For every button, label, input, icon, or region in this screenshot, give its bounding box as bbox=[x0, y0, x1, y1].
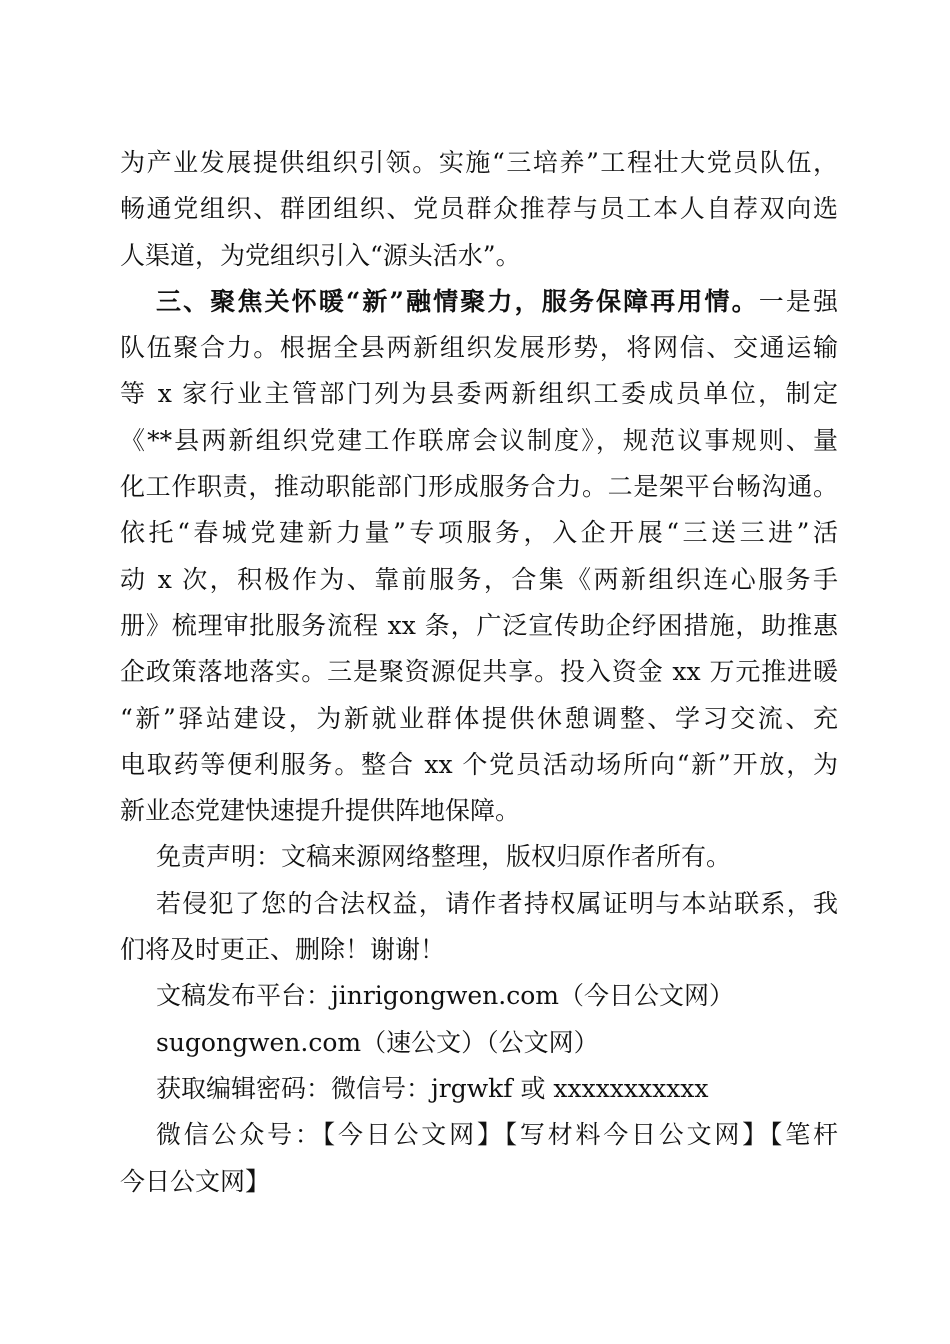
paragraph-line: 依托“春城党建新力量”专项服务，入企开展“三送三进”活 bbox=[120, 518, 838, 548]
paragraph-line: 《**县两新组织党建工作联席会议制度》，规范议事规则、量 bbox=[120, 425, 838, 455]
paragraph-line: 畅通党组织、群团组织、党员群众推荐与员工本人自荐双向选 bbox=[120, 194, 838, 224]
paragraph-line: 化工作职责，推动职能部门形成服务合力。二是架平台畅沟通。 bbox=[120, 472, 838, 502]
password-line: 获取编辑密码：微信号：jrgwkf 或 xxxxxxxxxxx bbox=[156, 1073, 709, 1103]
paragraph-line: “新”驿站建设，为新就业群体提供休憩调整、学习交流、充 bbox=[120, 703, 838, 733]
paragraph-line: 册》梳理审批服务流程 xx 条，广泛宣传助企纾困措施，助推惠 bbox=[120, 610, 838, 640]
platform-line: 文稿发布平台：jinrigongwen.com（今日公文网） bbox=[156, 981, 734, 1011]
paragraph-line: 新业态党建快速提升提供阵地保障。 bbox=[120, 796, 521, 826]
section-heading: 三、聚焦关怀暖“新”融情聚力，服务保障再用情。 bbox=[156, 286, 759, 316]
wechat-line: 今日公文网】 bbox=[120, 1166, 271, 1196]
document-page bbox=[120, 140, 838, 1205]
paragraph-line: 企政策落地落实。三是聚资源促共享。投入资金 xx 万元推进暖 bbox=[120, 657, 838, 687]
paragraph-line: 队伍聚合力。根据全县两新组织发展形势，将网信、交通运输 bbox=[120, 333, 838, 363]
disclaimer-line: 们将及时更正、删除！谢谢！ bbox=[120, 935, 446, 965]
paragraph-line: 人渠道，为党组织引入“源头活水”。 bbox=[120, 240, 521, 270]
disclaimer-line: 免责声明：文稿来源网络整理，版权归原作者所有。 bbox=[156, 842, 732, 872]
platform-line: sugongwen.com（速公文）（公文网） bbox=[156, 1027, 599, 1057]
disclaimer-line: 若侵犯了您的合法权益，请作者持权属证明与本站联系，我 bbox=[156, 888, 838, 918]
paragraph-line: 等 x 家行业主管部门列为县委两新组织工委成员单位，制定 bbox=[120, 379, 838, 409]
section-heading-rest: 一是强 bbox=[758, 286, 838, 316]
paragraph-line: 动 x 次，积极作为、靠前服务，合集《两新组织连心服务手 bbox=[120, 564, 838, 594]
wechat-line: 微信公众号：【今日公文网】【写材料今日公文网】【笔杆 bbox=[156, 1120, 838, 1150]
section-heading-line bbox=[120, 279, 838, 325]
paragraph-line: 电取药等便利服务。整合 xx 个党员活动场所向“新”开放，为 bbox=[120, 749, 838, 779]
paragraph-line: 为产业发展提供组织引领。实施“三培养”工程壮大党员队伍， bbox=[120, 148, 838, 177]
